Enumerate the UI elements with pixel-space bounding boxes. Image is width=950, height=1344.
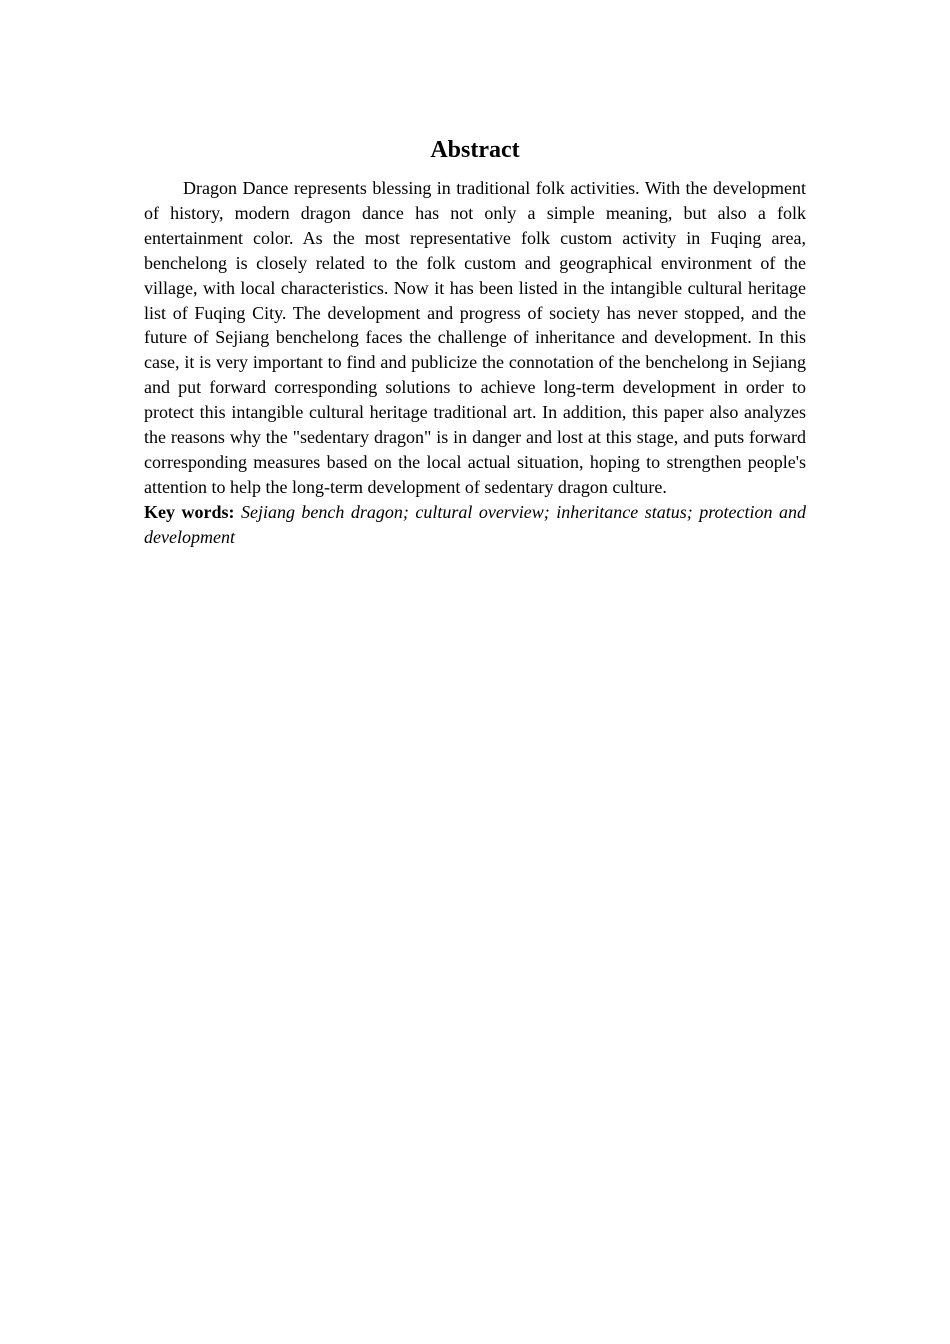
abstract-title: Abstract — [430, 137, 520, 163]
keywords-text: Sejiang bench dragon; cultural overview; inheritance status; protection and development — [144, 501, 806, 547]
keywords-line — [144, 500, 806, 550]
document-page — [144, 134, 806, 550]
keywords-label: Key words: — [144, 501, 235, 522]
abstract-body: Dragon Dance represents blessing in traditional folk activities. With the development of history, modern dragon dance has not only a simple meaning, but also a folk entertainment color. As the most representative folk custom activity in Fuqing area, benchelong is closely related to the folk custom and geographical environment of the village, with local characteristics. Now it has been listed in the intangible cultural heritage list of Fuqing City. The development and progress of society has never stopped, and the future of Sejiang benchelong faces the challenge of inheritance and development. In this case, it is very important to find and publicize the connotation of the benchelong in Sejiang and put forward corresponding solutions to achieve long-term development in order to protect this intangible cultural heritage traditional art. In addition, this paper also analyzes the reasons why the "sedentary dragon" is in danger and lost at this stage, and puts forward corresponding measures based on the local actual situation, hoping to strengthen people's attention to help the long-term development of sedentary dragon culture. — [144, 178, 806, 497]
